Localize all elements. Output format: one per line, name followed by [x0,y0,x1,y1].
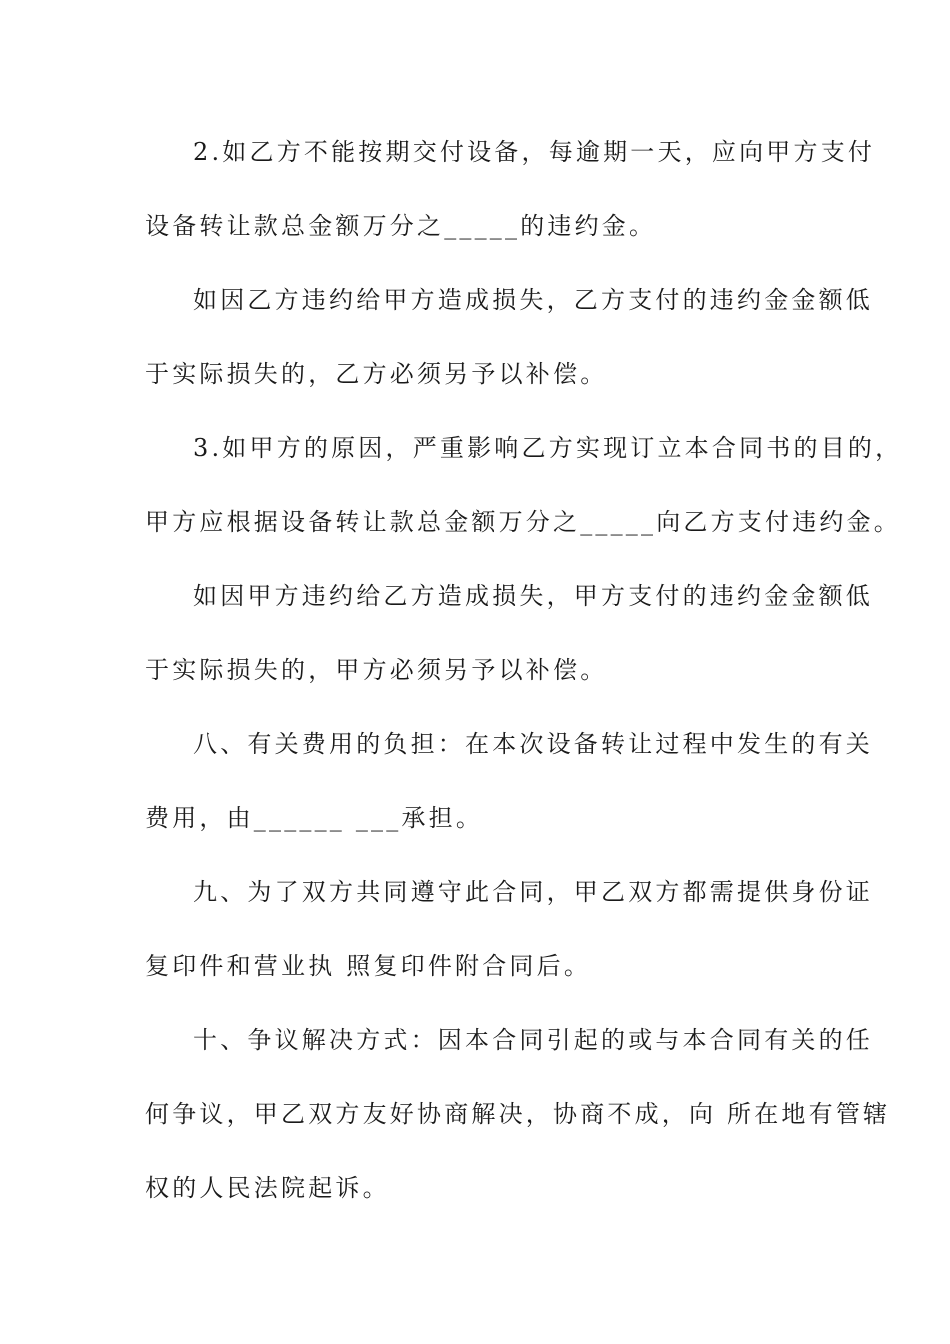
paragraph-line: 费用，由______ ___承担。 [145,804,484,832]
paragraph-line: 九、为了双方共同遵守此合同，甲乙双方都需提供身份证 [193,878,873,906]
paragraph-line: 权的人民法院起诉。 [145,1174,390,1202]
paragraph-line: 八、有关费用的负担：在本次设备转让过程中发生的有关 [193,730,873,758]
paragraph-line: 如因甲方违约给乙方造成损失，甲方支付的违约金金额低 [193,582,873,610]
document-body [145,128,903,1238]
paragraph-line: 如因乙方违约给甲方造成损失，乙方支付的违约金金额低 [193,286,873,314]
paragraph-line: 甲方应根据设备转让款总金额万分之_____向乙方支付违约金。 [145,508,901,536]
paragraph-line: 3.如甲方的原因，严重影响乙方实现订立本合同书的目的， [193,434,903,462]
paragraph-line: 2.如乙方不能按期交付设备，每逾期一天，应向甲方支付 [193,138,876,166]
paragraph-line: 何争议，甲乙双方友好协商解决，协商不成，向 所在地有管辖 [145,1100,891,1128]
paragraph-line: 设备转让款总金额万分之_____的违约金。 [145,212,657,240]
paragraph-line: 于实际损失的，乙方必须另予以补偿。 [145,360,608,388]
paragraph-line: 于实际损失的，甲方必须另予以补偿。 [145,656,608,684]
paragraph-line: 十、争议解决方式：因本合同引起的或与本合同有关的任 [193,1026,873,1054]
paragraph-line: 复印件和营业执 照复印件附合同后。 [145,952,592,980]
